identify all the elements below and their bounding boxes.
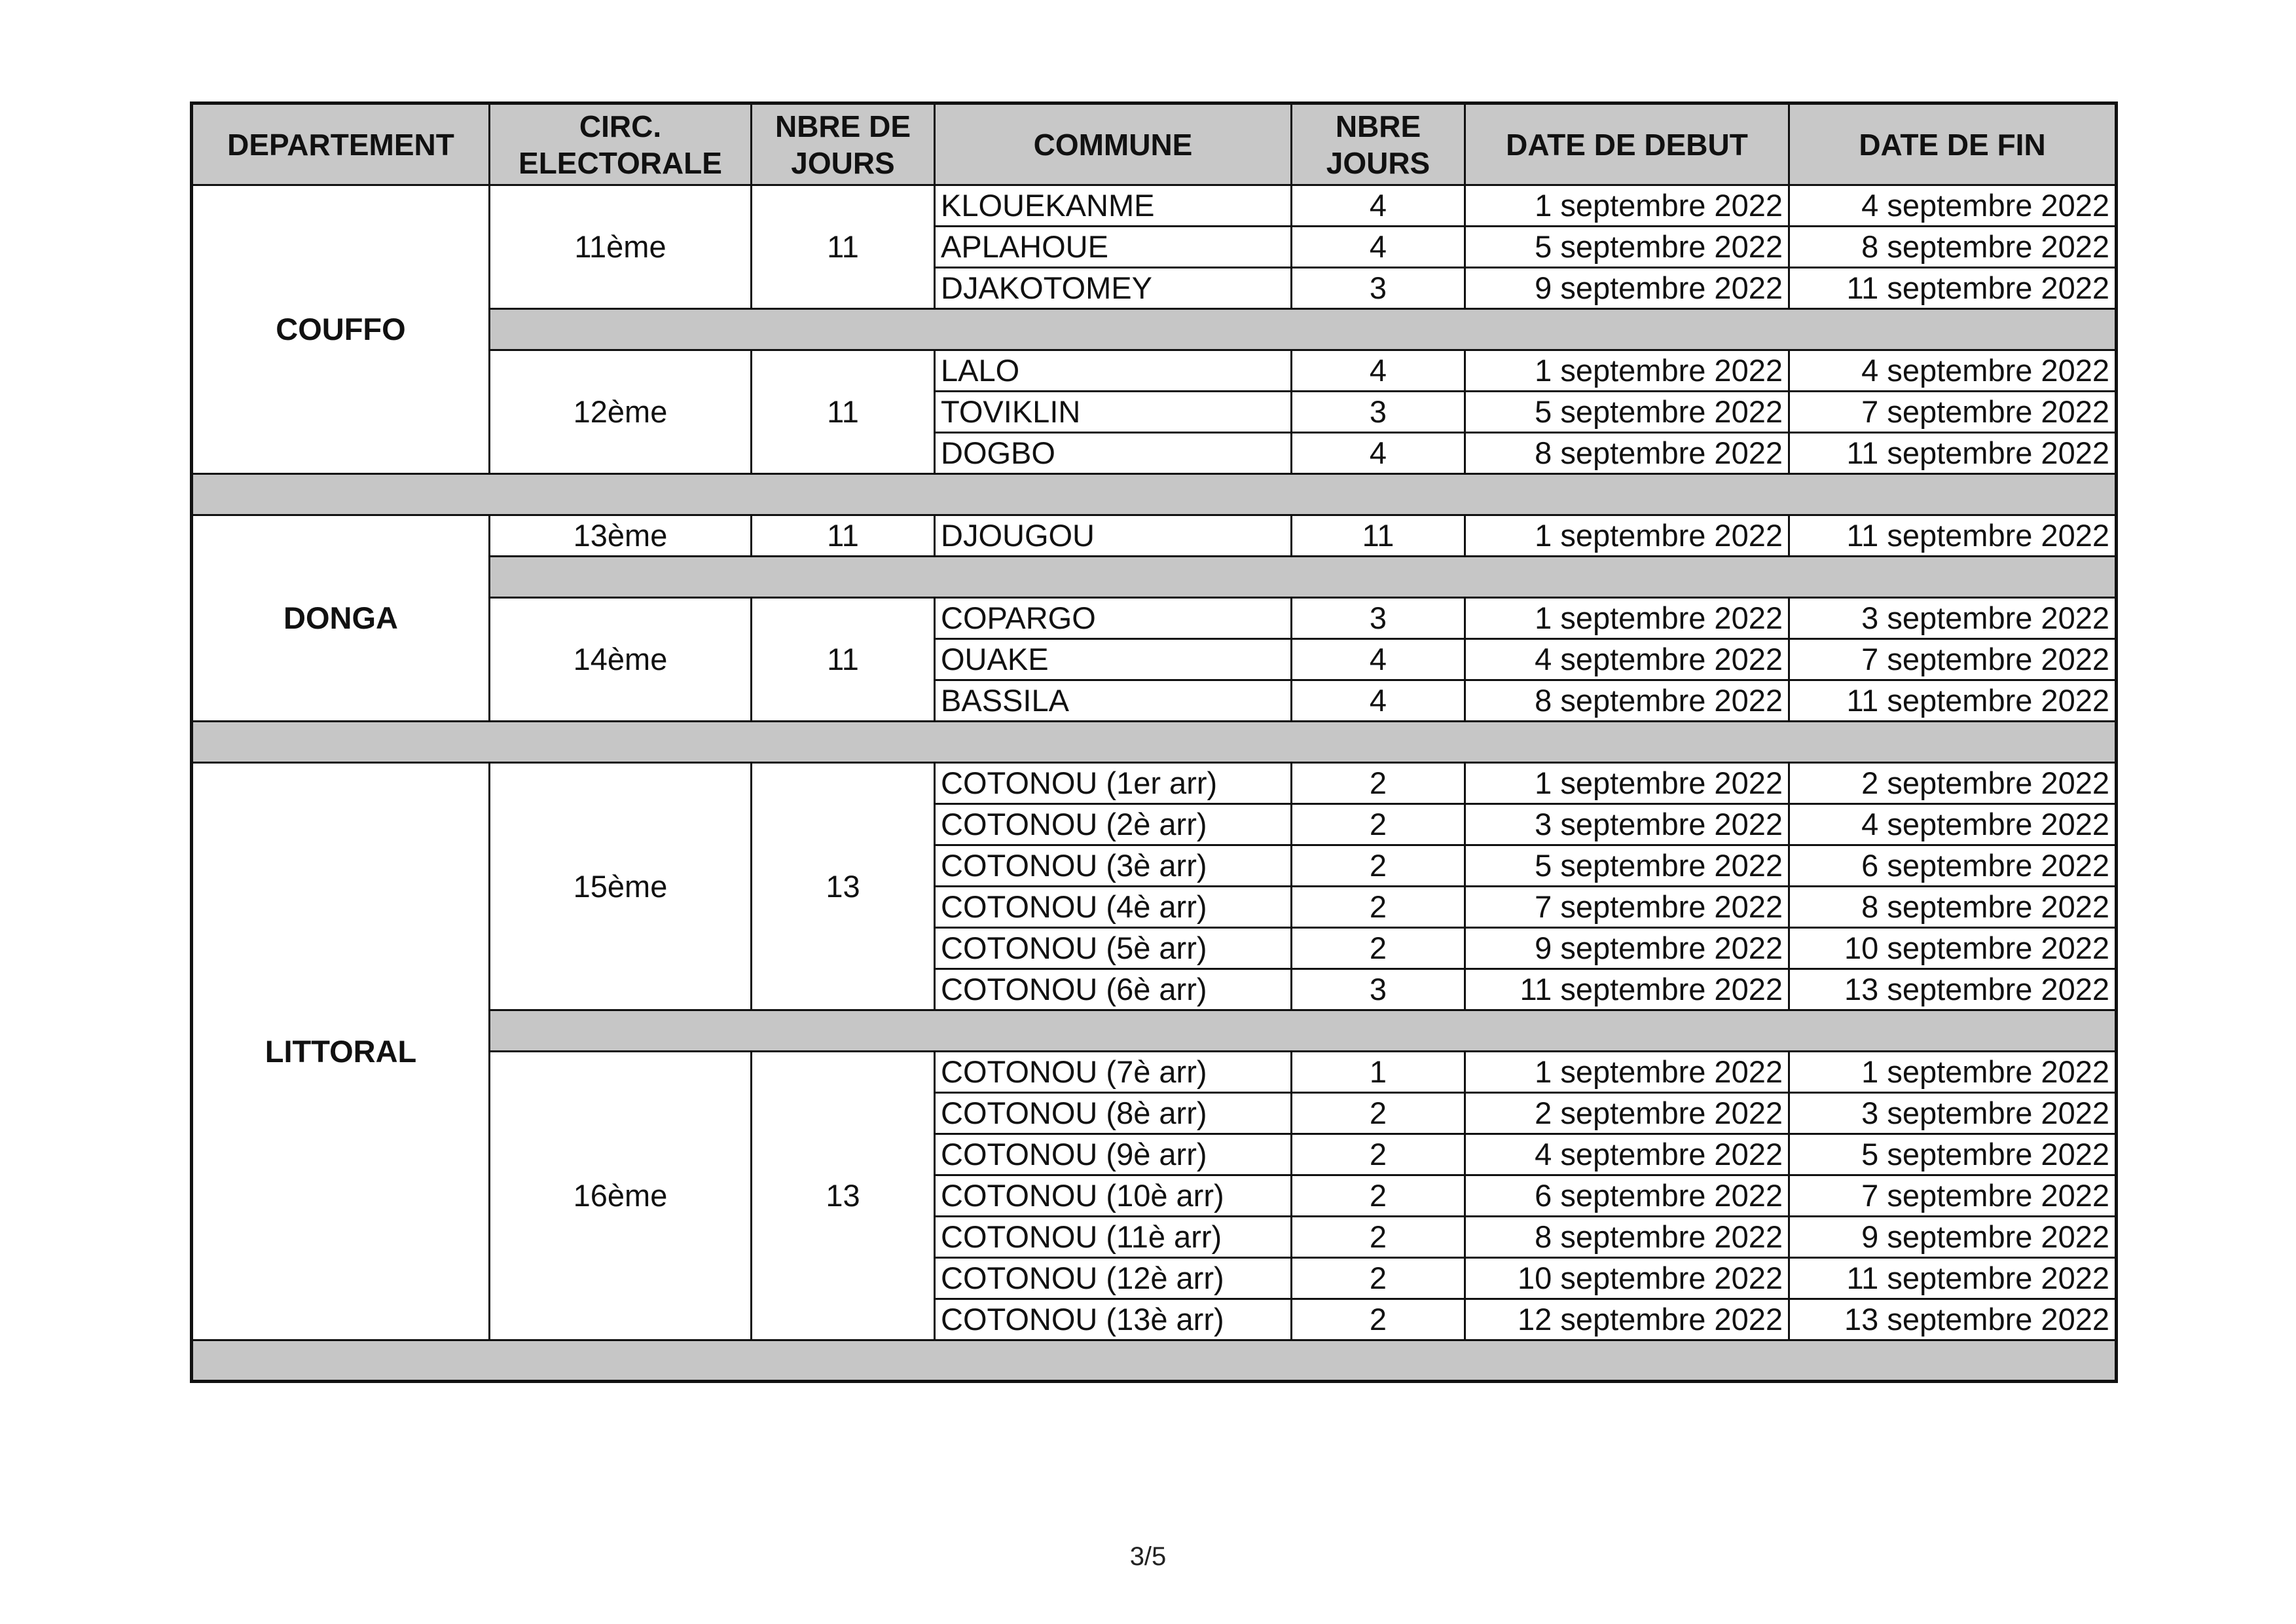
- date-fin-cell: 8 septembre 2022: [1789, 887, 2117, 928]
- commune-cell: DOGBO: [935, 433, 1292, 474]
- jours-cell: 2: [1292, 1299, 1465, 1340]
- jours-cell: 4: [1292, 680, 1465, 722]
- date-debut-cell: 3 septembre 2022: [1465, 804, 1789, 845]
- date-fin-cell: 10 septembre 2022: [1789, 928, 2117, 969]
- circ-electorale-cell: 13ème: [490, 515, 752, 557]
- jours-cell: 2: [1292, 763, 1465, 804]
- date-fin-cell: 5 septembre 2022: [1789, 1134, 2117, 1175]
- separator-cell: [490, 1010, 2117, 1052]
- date-fin-cell: 1 septembre 2022: [1789, 1052, 2117, 1093]
- date-debut-cell: 9 septembre 2022: [1465, 928, 1789, 969]
- date-fin-cell: 7 septembre 2022: [1789, 392, 2117, 433]
- jours-cell: 4: [1292, 227, 1465, 268]
- date-fin-cell: 13 septembre 2022: [1789, 969, 2117, 1010]
- nbre-de-jours-cell: 13: [752, 1052, 935, 1340]
- date-fin-cell: 6 septembre 2022: [1789, 845, 2117, 887]
- commune-cell: COTONOU (5è arr): [935, 928, 1292, 969]
- jours-cell: 2: [1292, 845, 1465, 887]
- nbre-de-jours-cell: 13: [752, 763, 935, 1010]
- commune-cell: LALO: [935, 350, 1292, 392]
- commune-cell: COTONOU (6è arr): [935, 969, 1292, 1010]
- date-debut-cell: 4 septembre 2022: [1465, 1134, 1789, 1175]
- date-debut-cell: 6 septembre 2022: [1465, 1175, 1789, 1217]
- commune-cell: COTONOU (8è arr): [935, 1093, 1292, 1134]
- separator-cell: [490, 557, 2117, 598]
- date-debut-cell: 8 septembre 2022: [1465, 680, 1789, 722]
- header-date-debut: DATE DE DEBUT: [1465, 103, 1789, 185]
- date-debut-cell: 9 septembre 2022: [1465, 268, 1789, 309]
- header-departement: DEPARTEMENT: [192, 103, 490, 185]
- circ-electorale-cell: 14ème: [490, 598, 752, 722]
- date-fin-cell: 11 septembre 2022: [1789, 1258, 2117, 1299]
- circ-electorale-cell: 12ème: [490, 350, 752, 474]
- commune-cell: COPARGO: [935, 598, 1292, 639]
- date-debut-cell: 7 septembre 2022: [1465, 887, 1789, 928]
- date-debut-cell: 1 septembre 2022: [1465, 515, 1789, 557]
- commune-cell: COTONOU (2è arr): [935, 804, 1292, 845]
- date-fin-cell: 2 septembre 2022: [1789, 763, 2117, 804]
- date-fin-cell: 4 septembre 2022: [1789, 804, 2117, 845]
- table-row: [192, 763, 2117, 804]
- header-nbre-de-jours: NBRE DE JOURS: [752, 103, 935, 185]
- date-fin-cell: 3 septembre 2022: [1789, 598, 2117, 639]
- header-commune: COMMUNE: [935, 103, 1292, 185]
- date-fin-cell: 4 septembre 2022: [1789, 185, 2117, 227]
- jours-cell: 3: [1292, 268, 1465, 309]
- separator-cell: [192, 1340, 2117, 1382]
- commune-cell: BASSILA: [935, 680, 1292, 722]
- nbre-de-jours-cell: 11: [752, 515, 935, 557]
- commune-cell: COTONOU (12è arr): [935, 1258, 1292, 1299]
- date-fin-cell: 7 septembre 2022: [1789, 1175, 2117, 1217]
- commune-cell: COTONOU (4è arr): [935, 887, 1292, 928]
- date-debut-cell: 5 septembre 2022: [1465, 845, 1789, 887]
- department-cell: COUFFO: [192, 185, 490, 474]
- jours-cell: 2: [1292, 1093, 1465, 1134]
- schedule-table: [190, 101, 2118, 1383]
- date-fin-cell: 11 septembre 2022: [1789, 268, 2117, 309]
- date-debut-cell: 2 septembre 2022: [1465, 1093, 1789, 1134]
- header-nbre-jours: NBRE JOURS: [1292, 103, 1465, 185]
- nbre-de-jours-cell: 11: [752, 598, 935, 722]
- jours-cell: 4: [1292, 185, 1465, 227]
- commune-cell: APLAHOUE: [935, 227, 1292, 268]
- commune-cell: COTONOU (1er arr): [935, 763, 1292, 804]
- jours-cell: 2: [1292, 1217, 1465, 1258]
- date-fin-cell: 11 septembre 2022: [1789, 515, 2117, 557]
- separator-cell: [192, 474, 2117, 515]
- jours-cell: 4: [1292, 433, 1465, 474]
- separator-cell: [192, 722, 2117, 763]
- page-number: 3/5: [1129, 1542, 1167, 1571]
- nbre-de-jours-cell: 11: [752, 350, 935, 474]
- date-debut-cell: 8 septembre 2022: [1465, 433, 1789, 474]
- commune-cell: COTONOU (3è arr): [935, 845, 1292, 887]
- jours-cell: 2: [1292, 928, 1465, 969]
- date-fin-cell: 11 septembre 2022: [1789, 433, 2117, 474]
- table-row: [192, 515, 2117, 557]
- jours-cell: 2: [1292, 887, 1465, 928]
- date-debut-cell: 11 septembre 2022: [1465, 969, 1789, 1010]
- date-debut-cell: 10 septembre 2022: [1465, 1258, 1789, 1299]
- circ-electorale-cell: 11ème: [490, 185, 752, 309]
- department-cell: DONGA: [192, 515, 490, 722]
- jours-cell: 2: [1292, 1134, 1465, 1175]
- nbre-de-jours-cell: 11: [752, 185, 935, 309]
- date-debut-cell: 12 septembre 2022: [1465, 1299, 1789, 1340]
- commune-cell: COTONOU (11è arr): [935, 1217, 1292, 1258]
- circ-electorale-cell: 16ème: [490, 1052, 752, 1340]
- date-fin-cell: 8 septembre 2022: [1789, 227, 2117, 268]
- commune-cell: COTONOU (10è arr): [935, 1175, 1292, 1217]
- date-debut-cell: 8 septembre 2022: [1465, 1217, 1789, 1258]
- jours-cell: 1: [1292, 1052, 1465, 1093]
- date-debut-cell: 1 septembre 2022: [1465, 763, 1789, 804]
- jours-cell: 11: [1292, 515, 1465, 557]
- jours-cell: 3: [1292, 598, 1465, 639]
- date-fin-cell: 9 septembre 2022: [1789, 1217, 2117, 1258]
- circ-electorale-cell: 15ème: [490, 763, 752, 1010]
- date-debut-cell: 1 septembre 2022: [1465, 1052, 1789, 1093]
- date-debut-cell: 1 septembre 2022: [1465, 350, 1789, 392]
- date-debut-cell: 4 septembre 2022: [1465, 639, 1789, 680]
- date-fin-cell: 7 septembre 2022: [1789, 639, 2117, 680]
- commune-cell: COTONOU (13è arr): [935, 1299, 1292, 1340]
- jours-cell: 3: [1292, 392, 1465, 433]
- date-fin-cell: 11 septembre 2022: [1789, 680, 2117, 722]
- department-separator-row: [192, 1340, 2117, 1382]
- jours-cell: 2: [1292, 804, 1465, 845]
- commune-cell: KLOUEKANME: [935, 185, 1292, 227]
- header-date-fin: DATE DE FIN: [1789, 103, 2117, 185]
- jours-cell: 4: [1292, 639, 1465, 680]
- commune-cell: DJAKOTOMEY: [935, 268, 1292, 309]
- date-debut-cell: 5 septembre 2022: [1465, 392, 1789, 433]
- department-separator-row: [192, 474, 2117, 515]
- jours-cell: 3: [1292, 969, 1465, 1010]
- jours-cell: 2: [1292, 1258, 1465, 1299]
- table-header: [192, 103, 2117, 185]
- date-debut-cell: 1 septembre 2022: [1465, 598, 1789, 639]
- commune-cell: OUAKE: [935, 639, 1292, 680]
- date-fin-cell: 4 septembre 2022: [1789, 350, 2117, 392]
- commune-cell: TOVIKLIN: [935, 392, 1292, 433]
- department-cell: LITTORAL: [192, 763, 490, 1340]
- commune-cell: DJOUGOU: [935, 515, 1292, 557]
- table-body: [192, 185, 2117, 1382]
- commune-cell: COTONOU (7è arr): [935, 1052, 1292, 1093]
- date-fin-cell: 3 septembre 2022: [1789, 1093, 2117, 1134]
- jours-cell: 4: [1292, 350, 1465, 392]
- separator-cell: [490, 309, 2117, 350]
- jours-cell: 2: [1292, 1175, 1465, 1217]
- date-debut-cell: 5 septembre 2022: [1465, 227, 1789, 268]
- header-circ-electorale: CIRC. ELECTORALE: [490, 103, 752, 185]
- commune-cell: COTONOU (9è arr): [935, 1134, 1292, 1175]
- date-fin-cell: 13 septembre 2022: [1789, 1299, 2117, 1340]
- date-debut-cell: 1 septembre 2022: [1465, 185, 1789, 227]
- department-separator-row: [192, 722, 2117, 763]
- table-row: [192, 185, 2117, 227]
